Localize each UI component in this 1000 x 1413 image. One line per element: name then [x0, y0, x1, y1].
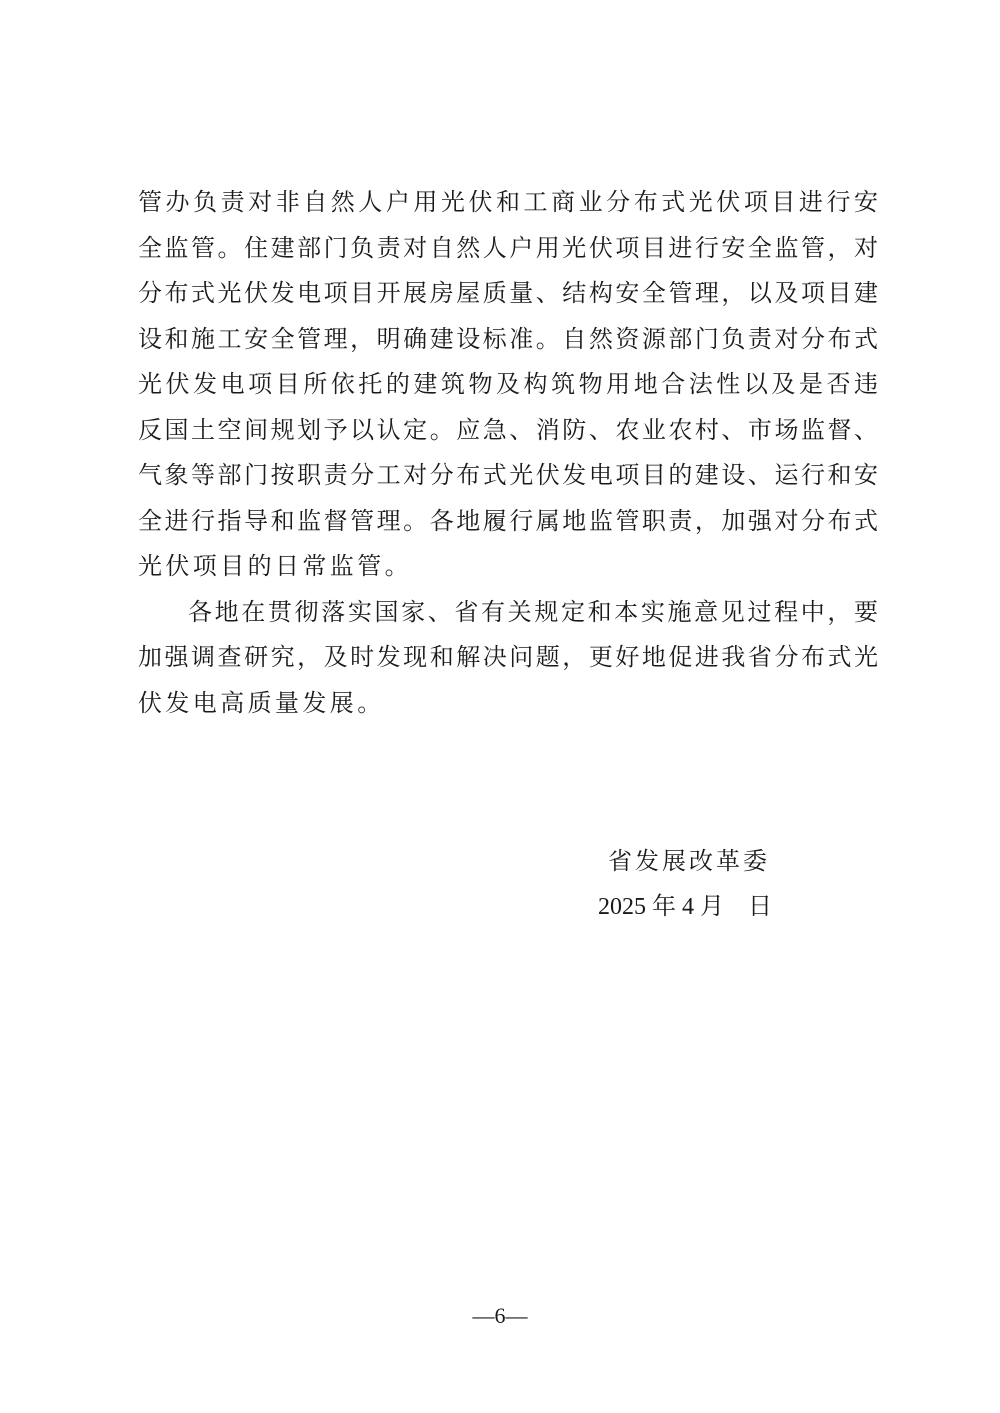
- signature-block: [598, 838, 772, 930]
- paragraph-1: [138, 180, 878, 590]
- text-line: 全监管。住建部门负责对自然人户用光伏项目进行安全监管，对: [138, 233, 878, 262]
- text-line: 加强调查研究，及时发现和解决问题，更好地促进我省分布式光: [138, 643, 878, 671]
- text-line: 反国土空间规划予以认定。应急、消防、农业农村、市场监督、: [138, 415, 878, 444]
- text-line: 全进行指导和监督管理。各地履行属地监管职责，加强对分布式: [138, 506, 878, 535]
- text-line: 管办负责对非自然人户用光伏和工商业分布式光伏项目进行安: [138, 188, 878, 216]
- text-line: 各地在贯彻落实国家、省有关规定和本实施意见过程中，要: [188, 597, 878, 626]
- issue-date: 2025 年 4 月 日: [598, 894, 772, 920]
- page-number: —6—: [472, 1303, 528, 1328]
- body-text: [138, 180, 878, 726]
- text-line: 光伏发电项目所依托的建筑物及构筑物用地合法性以及是否违: [138, 370, 878, 398]
- text-line: 分布式光伏发电项目开展房屋质量、结构安全管理，以及项目建: [138, 279, 878, 307]
- issuing-organization: 省发展改革委: [608, 847, 770, 875]
- paragraph-2: [138, 590, 878, 727]
- text-line: 伏发电高质量发展。: [138, 688, 385, 717]
- text-line: 设和施工安全管理，明确建设标准。自然资源部门负责对分布式: [138, 324, 878, 353]
- text-line: 气象等部门按职责分工对分布式光伏发电项目的建设、运行和安: [138, 461, 878, 489]
- text-line: 光伏项目的日常监管。: [138, 552, 412, 580]
